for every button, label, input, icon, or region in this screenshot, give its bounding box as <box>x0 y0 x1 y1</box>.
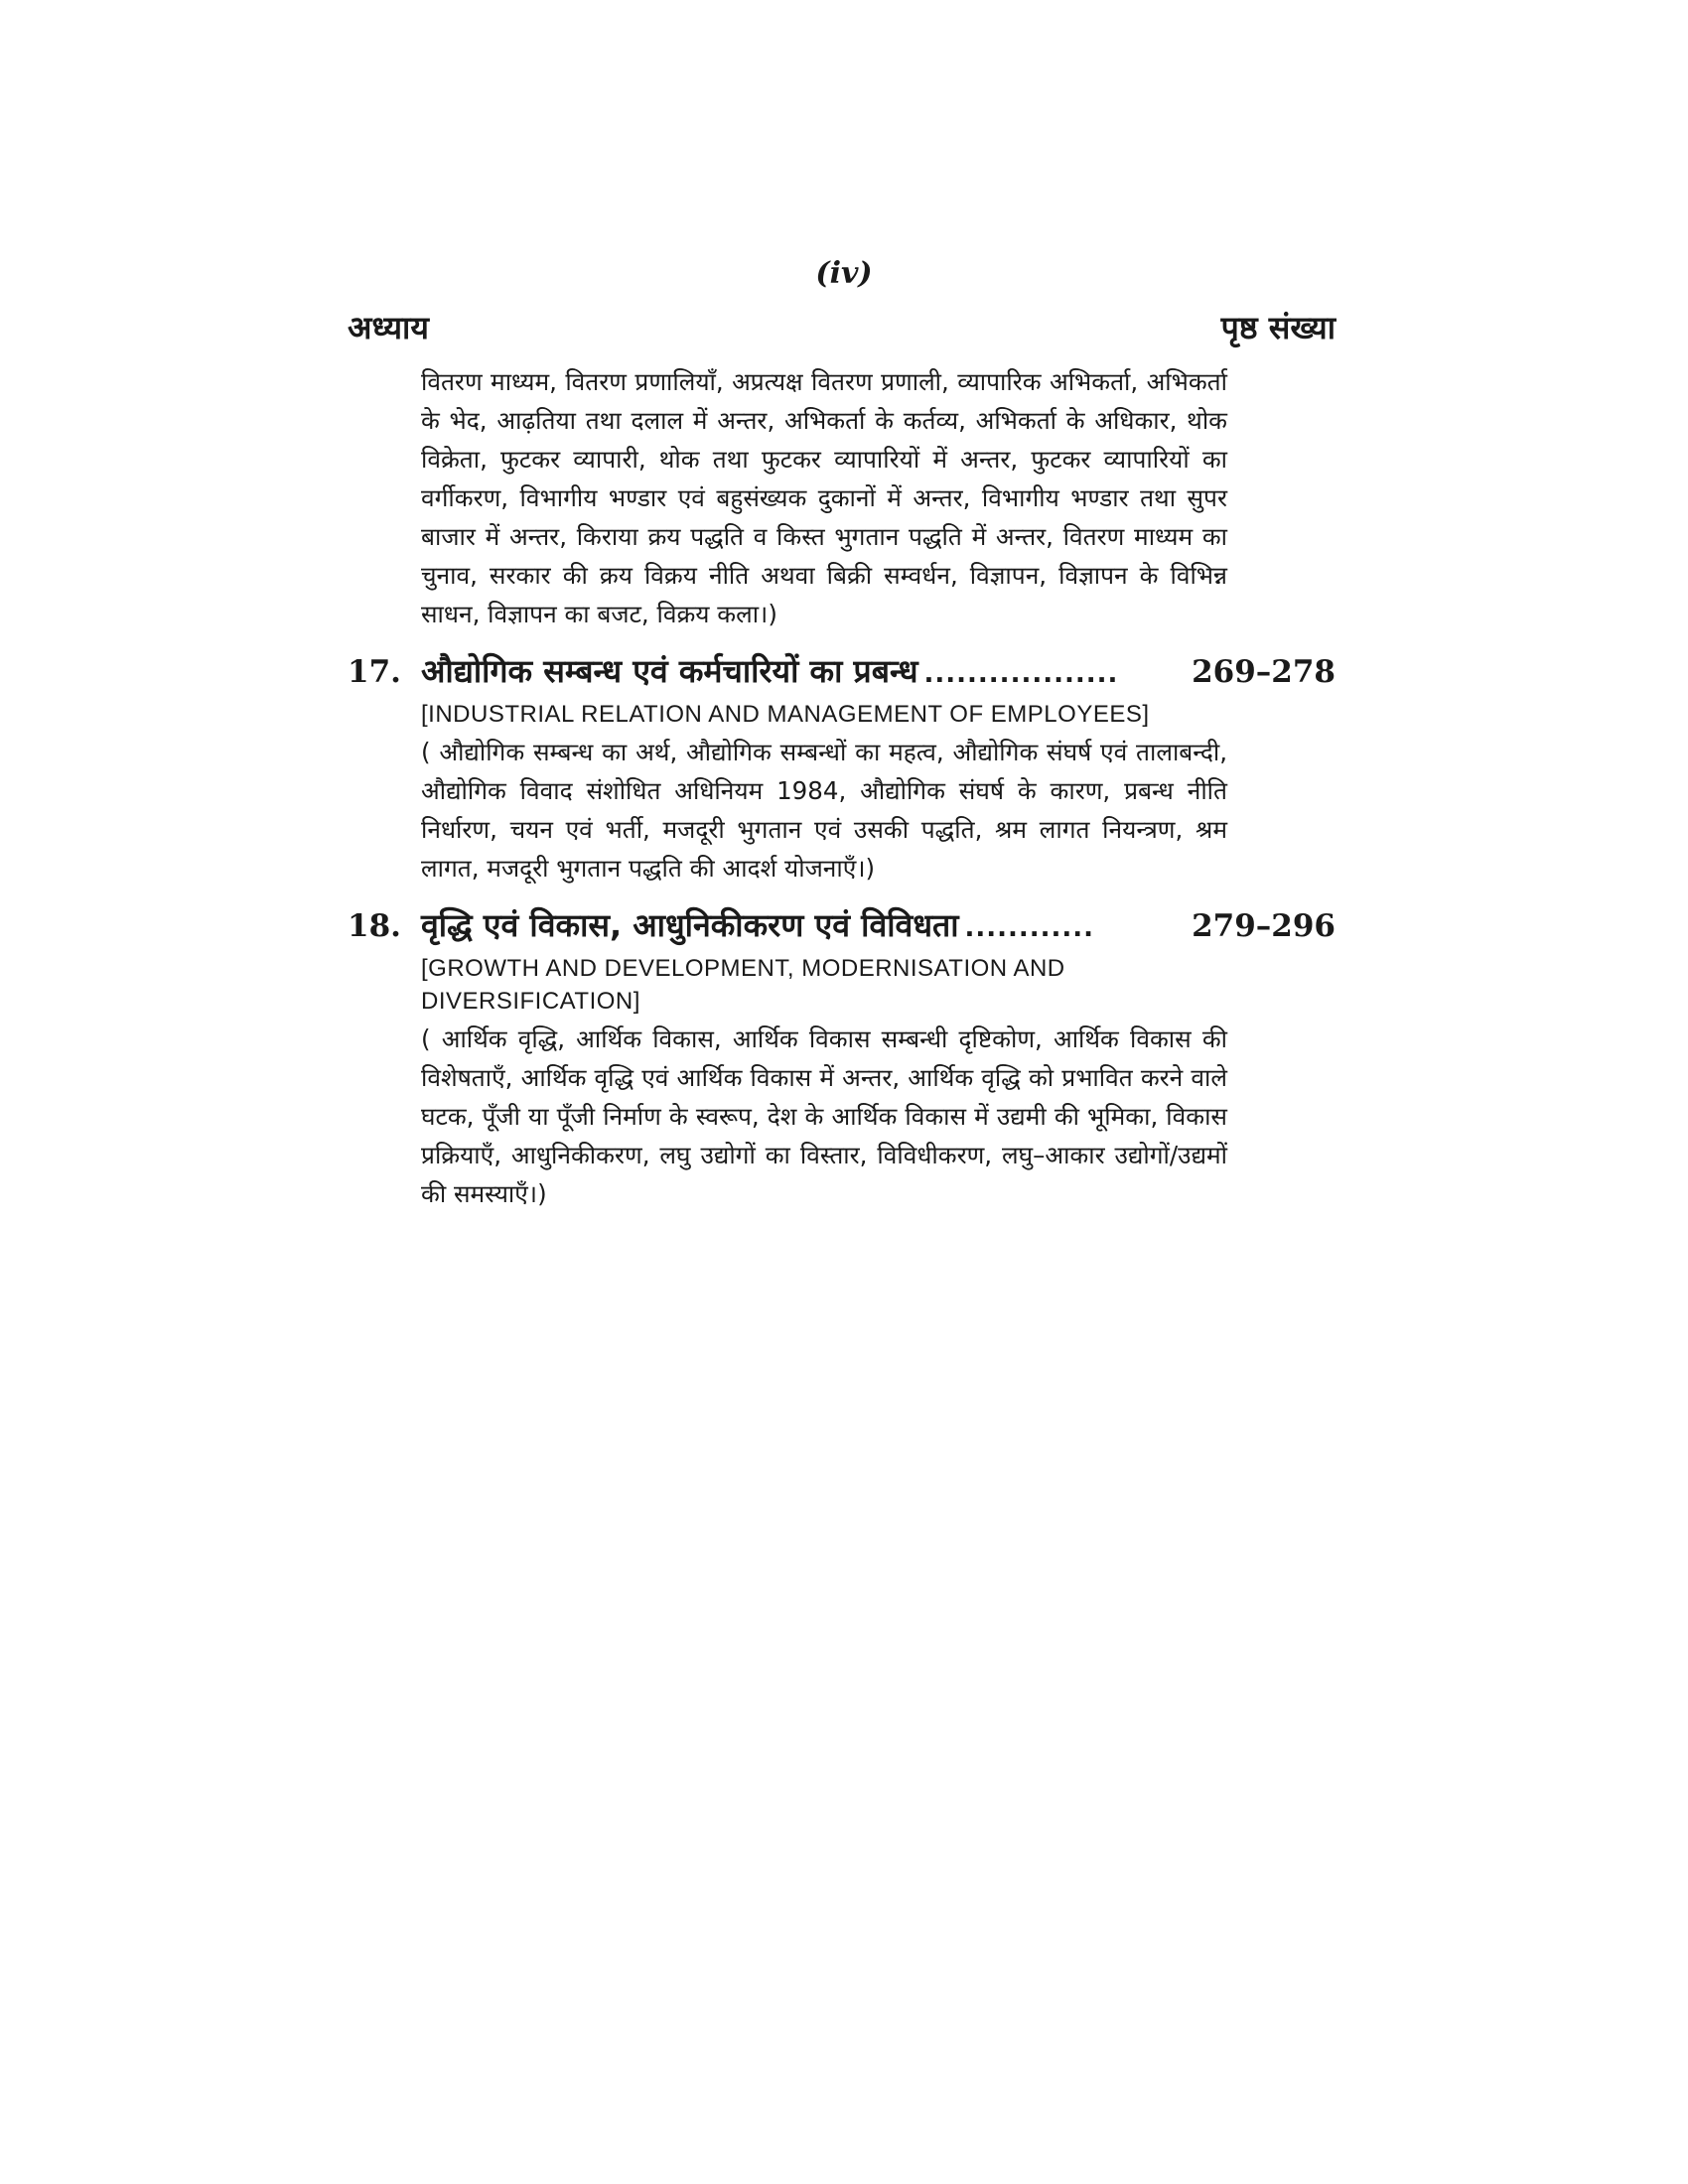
chapter-number: 17. <box>348 654 401 690</box>
page-range: 269–278 <box>1192 654 1336 690</box>
chapter-title: औद्योगिक सम्बन्ध एवं कर्मचारियों का प्रबन्ध <box>421 652 918 690</box>
page-range: 279–296 <box>1192 908 1336 944</box>
chapter-heading <box>348 901 1336 952</box>
dot-leader: .................. <box>923 659 1119 689</box>
chapter-english-title: [GROWTH AND DEVELOPMENT, MODERNISATION AND DIVERSIFICATION] <box>421 955 1065 1015</box>
chapter-entry-18 <box>348 901 1336 1213</box>
chapter-column-heading: अध्याय <box>348 309 429 346</box>
chapter-description: ( औद्योगिक सम्बन्ध का अर्थ, औद्योगिक सम्बन्धों का महत्व, औद्योगिक संघर्ष एवं तालाबन्दी, औद्योगिक विवाद संशोधित अधिनियम 1984, औद्योगिक संघर्ष के कारण, प्रबन्ध नीति निर्धारण, चयन एवं भर्ती, मजदूरी भुगतान एवं उसकी पद्धति, श्रम लागत नियन्त्रण, श्रम लागत, मजदूरी भुगतान पद्धति की आदर्श योजनाएँ।) <box>421 738 1227 883</box>
chapter-entry-17 <box>348 647 1336 887</box>
chapter-title: वृद्धि एवं विकास, आधुनिकीकरण एवं विविधता <box>421 906 959 944</box>
page-number: (iv) <box>815 256 873 291</box>
contents-header <box>348 306 1336 348</box>
page-column-heading: पृष्ठ संख्या <box>1220 309 1336 346</box>
dot-leader: ............ <box>964 913 1095 943</box>
table-of-contents <box>348 362 1336 1213</box>
chapter-description: ( आर्थिक वृद्धि, आर्थिक विकास, आर्थिक विकास सम्बन्धी दृष्टिकोण, आर्थिक विकास की विशेषताएँ, आर्थिक वृद्धि एवं आर्थिक विकास में अन्तर, आर्थिक वृद्धि को प्रभावित करने वाले घटक, पूँजी या पूँजी निर्माण के स्वरूप, देश के आर्थिक विकास में उद्यमी की भूमिका, विकास प्रक्रियाएँ, आधुनिकीकरण, लघु उद्योगों का विस्तार, विविधीकरण, लघु–आकार उद्योगों/उद्यमों की समस्याएँ।) <box>421 1024 1227 1208</box>
chapter-heading <box>348 647 1336 698</box>
chapter-number: 18. <box>348 908 401 944</box>
chapter-english-title: [INDUSTRIAL RELATION AND MANAGEMENT OF EMPLOYEES] <box>421 701 1150 728</box>
continued-chapter-description: वितरण माध्यम, वितरण प्रणालियाँ, अप्रत्यक्ष वितरण प्रणाली, व्यापारिक अभिकर्ता, अभिकर्ता के भेद, आढ़तिया तथा दलाल में अन्तर, अभिकर्ता के कर्तव्य, अभिकर्ता के अधिकार, थोक विक्रेता, फुटकर व्यापारी, थोक तथा फुटकर व्यापारियों में अन्तर, फुटकर व्यापारियों का वर्गीकरण, विभागीय भण्डार एवं बहुसंख्यक दुकानों में अन्तर, विभागीय भण्डार तथा सुपर बाजार में अन्तर, किराया क्रय पद्धति व किस्त भुगतान पद्धति में अन्तर, वितरण माध्यम का चुनाव, सरकार की क्रय विक्रय नीति अथवा बिक्री सम्वर्धन, विज्ञापन, विज्ञापन के विभिन्न साधन, विज्ञापन का बजट, विक्रय कला।) <box>421 367 1227 628</box>
